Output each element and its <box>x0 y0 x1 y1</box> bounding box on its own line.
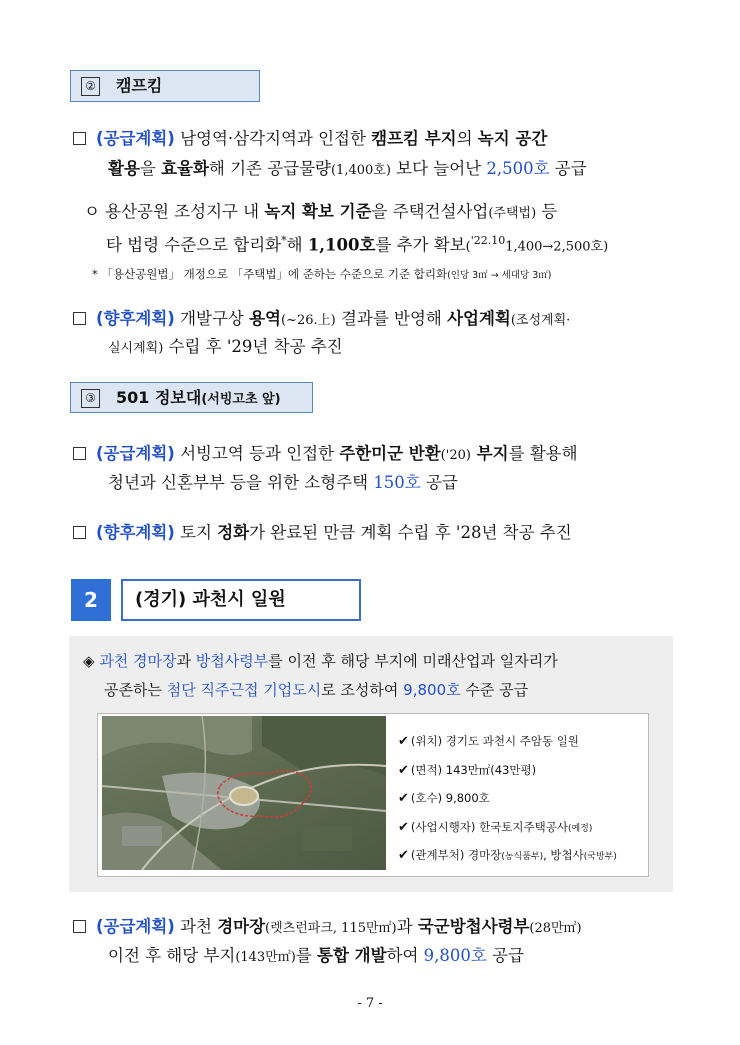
section-number-badge: 2 <box>71 579 111 621</box>
text: 추진 <box>534 523 572 542</box>
section-title-gwacheon: (경기) 과천시 일원 <box>121 579 361 621</box>
info-text: (관계부처) 경마장 <box>410 848 502 862</box>
text: 보다 늘어난 <box>390 159 487 178</box>
text: 남영역·삼각지역과 인접한 <box>174 129 372 148</box>
future-label: (향후계획) <box>96 309 175 328</box>
info-text: (사업시행자) 한국토지주택공사 <box>410 820 568 834</box>
checkbox-bullet <box>73 132 86 145</box>
camp-sub-line2 <box>106 229 608 260</box>
text: 가 완료된 만큼 계획 수립 후 <box>249 523 456 542</box>
check-icon: ✔ <box>398 734 409 749</box>
text: 과 <box>176 652 196 670</box>
highlight-number: 2,500호 <box>486 159 550 178</box>
info-small: (농식품부) <box>501 852 544 862</box>
text: 을 <box>139 159 162 178</box>
text: 해 <box>286 235 308 255</box>
text: 이전 후 해당 부지 <box>108 946 236 965</box>
text: 를 활용해 <box>508 444 578 463</box>
text: 로 조성하여 <box>321 681 404 699</box>
highlight-number: 9,800호 <box>423 946 487 965</box>
text: 주한미군 반환 <box>339 444 441 463</box>
footnote-mark: * <box>281 234 287 247</box>
info-text: (위치) 경기도 과천시 주암동 일원 <box>410 734 579 748</box>
text: 추진 <box>305 337 343 356</box>
text: (1,400호) <box>330 163 391 178</box>
checkbox-bullet <box>73 447 86 460</box>
text: 용역 <box>249 309 281 328</box>
text: 1,100호 <box>307 235 376 255</box>
text: '29년 착공 <box>226 337 306 356</box>
text: 국군방첩사령부 <box>417 917 530 936</box>
text: 해 기존 공급물량 <box>208 159 331 178</box>
text: ('20) <box>440 448 471 463</box>
future-label: (향후계획) <box>96 523 175 542</box>
info-item-units <box>398 790 490 806</box>
text: 녹지 확보 기준 <box>264 202 372 221</box>
text: (조성계획· <box>510 313 571 328</box>
text: 과 <box>396 917 418 936</box>
check-icon: ✔ <box>398 791 409 806</box>
text: 의 <box>456 129 478 148</box>
text: 수준 공급 <box>460 681 529 699</box>
info-text: , 방첩사 <box>543 848 584 862</box>
text: 첨단 직주근접 기업도시 <box>166 681 322 699</box>
check-icon: ✔ <box>398 763 409 778</box>
text: 1,400→2,500호) <box>505 239 609 255</box>
text: 정화 <box>217 523 250 542</box>
text: 결과를 반영해 <box>335 309 448 328</box>
text: (주택법) <box>488 206 537 221</box>
camp-future-line2 <box>108 335 343 361</box>
text: 공급 <box>549 159 587 178</box>
camp-footnote <box>92 262 552 288</box>
text: (143만㎡) <box>235 950 296 965</box>
info501-future-line <box>73 521 572 545</box>
checkbox-bullet <box>73 920 86 933</box>
text: 과천 경마장 <box>99 652 177 670</box>
text: 경마장 <box>217 917 266 936</box>
plan-label: (공급계획) <box>96 129 175 148</box>
checkbox-bullet <box>73 526 86 539</box>
aerial-map-svg <box>102 716 386 870</box>
aerial-map-image <box>102 716 386 870</box>
text: ( <box>465 239 471 255</box>
info-small: (국방부) <box>583 852 617 862</box>
text: 과천 <box>174 917 218 936</box>
text: 를 이전 후 해당 부지에 미래산업과 일자리가 <box>268 652 558 670</box>
text: 사업계획 <box>447 309 511 328</box>
text: 녹지 공간 <box>477 129 548 148</box>
check-icon: ✔ <box>398 820 409 835</box>
text: 수립 후 <box>163 337 227 356</box>
text: 공존하는 <box>104 681 167 699</box>
plan-label: (공급계획) <box>96 917 175 936</box>
gwacheon-plan-line1 <box>73 915 582 941</box>
info501-plan-line1 <box>73 442 578 468</box>
text: 활용 <box>108 159 140 178</box>
info-small: (예정) <box>567 824 593 834</box>
section-title: 캠프킴 <box>116 76 163 95</box>
text: 를 <box>295 946 318 965</box>
text: 등 <box>536 202 558 221</box>
text: ㅇ 용산공원 조성지구 내 <box>84 202 265 221</box>
diamond-bullet-icon: ◈ <box>83 652 100 670</box>
text: (인당 3㎡ → 세대당 3㎡) <box>447 270 552 281</box>
highlight-number: 150호 <box>373 473 421 492</box>
info-item-location <box>398 733 579 749</box>
text: 캠프킴 부지 <box>371 129 457 148</box>
text: 하여 <box>386 946 424 965</box>
info501-plan-line2 <box>108 471 458 495</box>
text: 효율화 <box>161 159 209 178</box>
text: 방첩사령부 <box>195 652 269 670</box>
highlight-number: 9,800호 <box>403 681 461 699</box>
section-header-camp-kim <box>70 70 260 102</box>
text: '22.10 <box>470 234 506 247</box>
section-number: ③ <box>81 389 100 408</box>
section-title: 501 정보대 <box>116 388 202 407</box>
info-item-area <box>398 762 536 778</box>
text: '28년 착공 <box>455 523 535 542</box>
check-icon: ✔ <box>398 848 409 863</box>
text: 토지 <box>174 523 218 542</box>
gwacheon-plan-line2 <box>108 944 524 970</box>
text: 공급 <box>420 473 458 492</box>
text: 실시계획) <box>108 341 164 356</box>
text: 를 추가 확보 <box>375 235 466 255</box>
checkbox-bullet <box>73 312 86 325</box>
text: (렛츠런파크, 115만㎡) <box>265 921 397 936</box>
section-header-501 <box>70 382 313 413</box>
text: 공급 <box>486 946 524 965</box>
camp-sub-line1 <box>84 200 557 226</box>
info-item-operator <box>398 819 592 835</box>
summary-line2 <box>104 679 528 700</box>
page-number: - 7 - <box>357 996 383 1011</box>
camp-plan-line1 <box>73 127 547 151</box>
text: (28만㎡) <box>529 921 582 936</box>
summary-line1 <box>83 650 558 671</box>
text: 개발구상 <box>174 309 250 328</box>
text: 통합 개발 <box>317 946 387 965</box>
plan-label: (공급계획) <box>96 444 175 463</box>
text: 부지 <box>470 444 509 463</box>
text: 을 주택건설사업 <box>371 202 489 221</box>
text: 청년과 신혼부부 등을 위한 소형주택 <box>108 473 374 492</box>
text: 서빙고역 등과 인접한 <box>174 444 340 463</box>
camp-plan-line2 <box>108 157 587 183</box>
section-subtitle: (서빙고초 앞) <box>201 392 281 407</box>
camp-future-line1 <box>73 307 570 333</box>
section-number: ② <box>81 77 100 96</box>
info-item-ministries <box>398 847 617 863</box>
text: (~26.上) <box>280 313 336 328</box>
text: 타 법령 수준으로 합리화 <box>106 235 282 255</box>
text: * 「용산공원법」 개정으로 「주택법」에 준하는 수준으로 기준 합리화 <box>92 267 448 281</box>
info-text: (호수) 9,800호 <box>410 791 490 805</box>
info-text: (면적) 143만㎡(43만평) <box>410 763 537 777</box>
